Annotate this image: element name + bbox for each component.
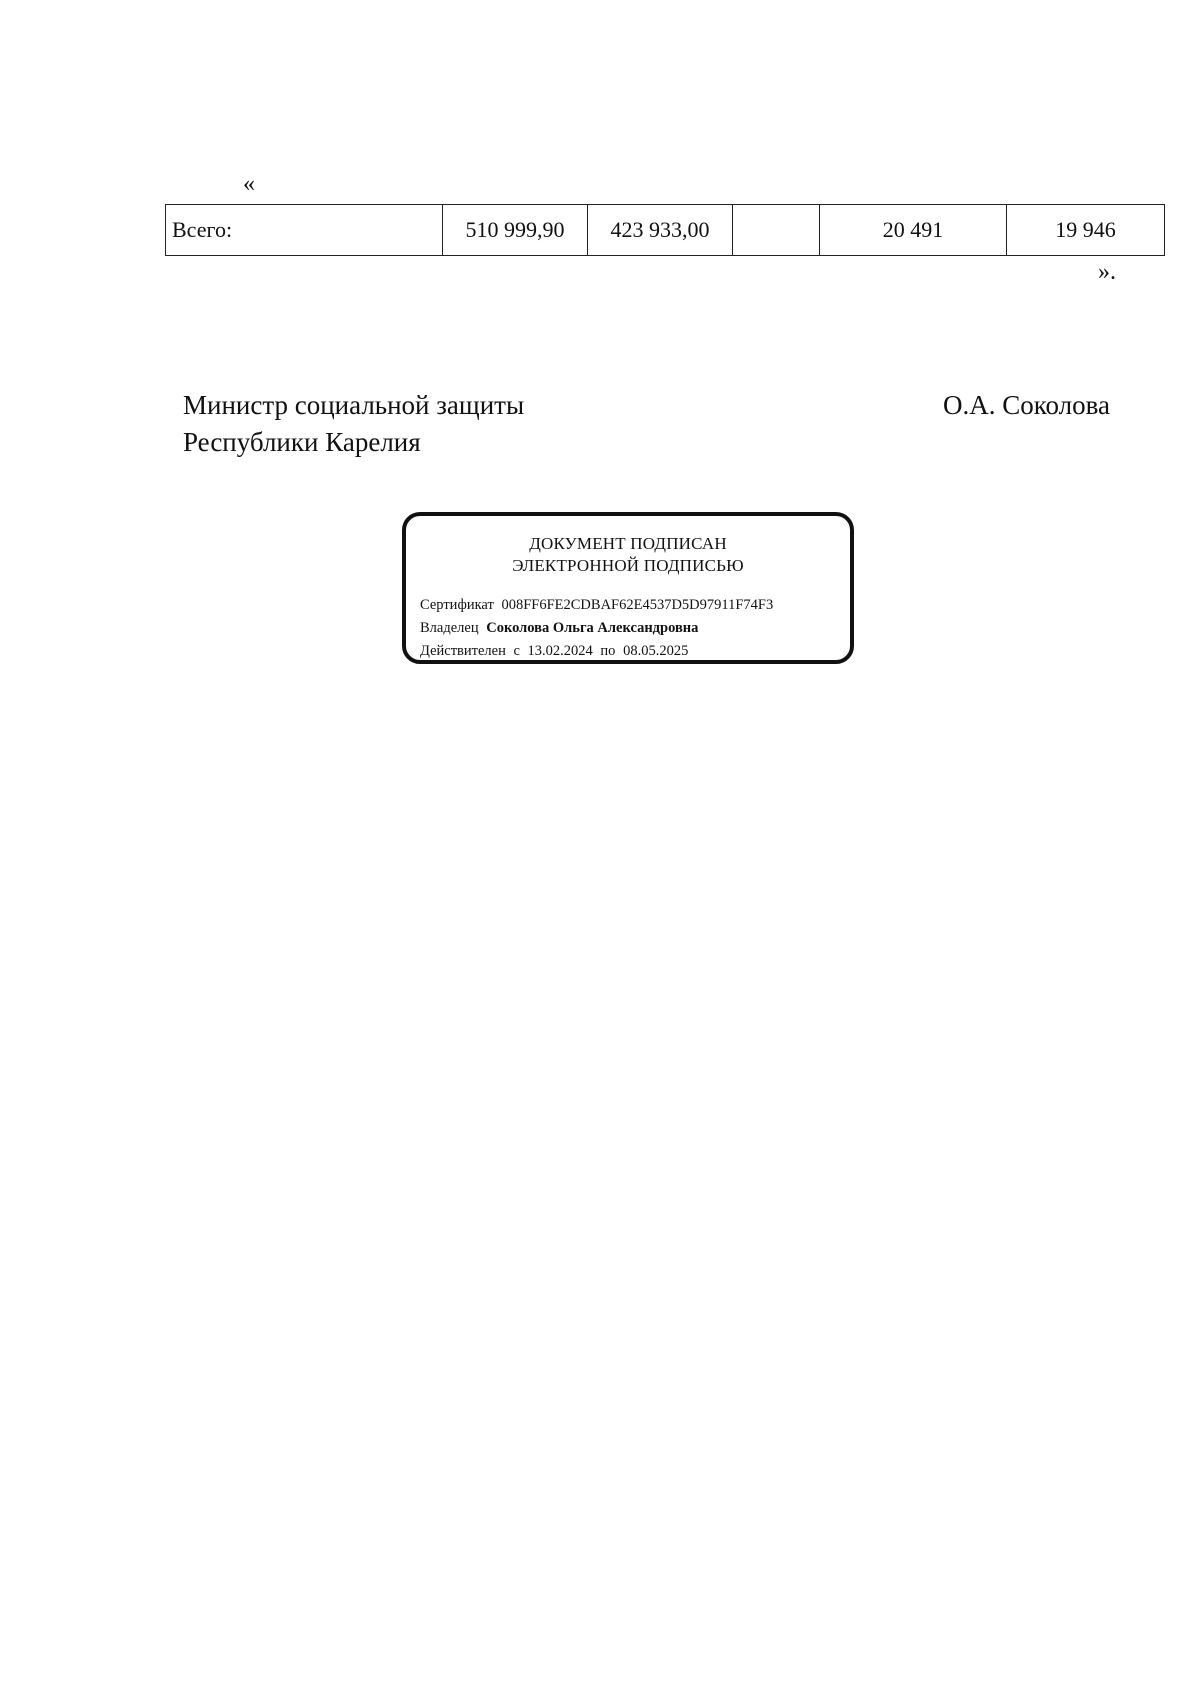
- stamp-owner-row: [420, 619, 698, 637]
- table-cell: [733, 205, 820, 256]
- valid-label: Действителен: [420, 643, 506, 659]
- valid-to-date: 08.05.2025: [623, 643, 689, 659]
- owner-value: Соколова Ольга Александровна: [486, 620, 699, 636]
- stamp-validity-row: [420, 642, 688, 660]
- totals-table: [165, 204, 1165, 256]
- signer-position-line1: Министр социальной защиты: [183, 390, 525, 420]
- electronic-signature-stamp: [402, 512, 854, 664]
- certificate-value: 008FF6FE2CDBAF62E4537D5D97911F74F3: [501, 597, 774, 613]
- stamp-certificate-row: [420, 596, 773, 614]
- table-cell: 510 999,90: [443, 205, 588, 256]
- signer-position-line2: Республики Карелия: [183, 427, 421, 457]
- signer-name: О.А. Соколова: [943, 390, 1110, 420]
- certificate-label: Сертификат: [420, 597, 494, 613]
- total-label-cell: Всего:: [166, 205, 443, 256]
- closing-quote-mark: ».: [1098, 259, 1116, 285]
- opening-quote-mark: «: [243, 171, 255, 197]
- table-cell: 423 933,00: [588, 205, 733, 256]
- table-row: [166, 205, 1165, 256]
- table-cell: 20 491: [820, 205, 1007, 256]
- owner-label: Владелец: [420, 620, 479, 636]
- stamp-heading-line1: ДОКУМЕНТ ПОДПИСАН: [529, 534, 727, 553]
- valid-from-prefix: с: [513, 643, 520, 659]
- valid-from-date: 13.02.2024: [527, 643, 593, 659]
- stamp-heading-line2: ЭЛЕКТРОННОЙ ПОДПИСЬЮ: [512, 556, 744, 575]
- table-cell: 19 946: [1007, 205, 1165, 256]
- valid-to-prefix: по: [600, 643, 616, 659]
